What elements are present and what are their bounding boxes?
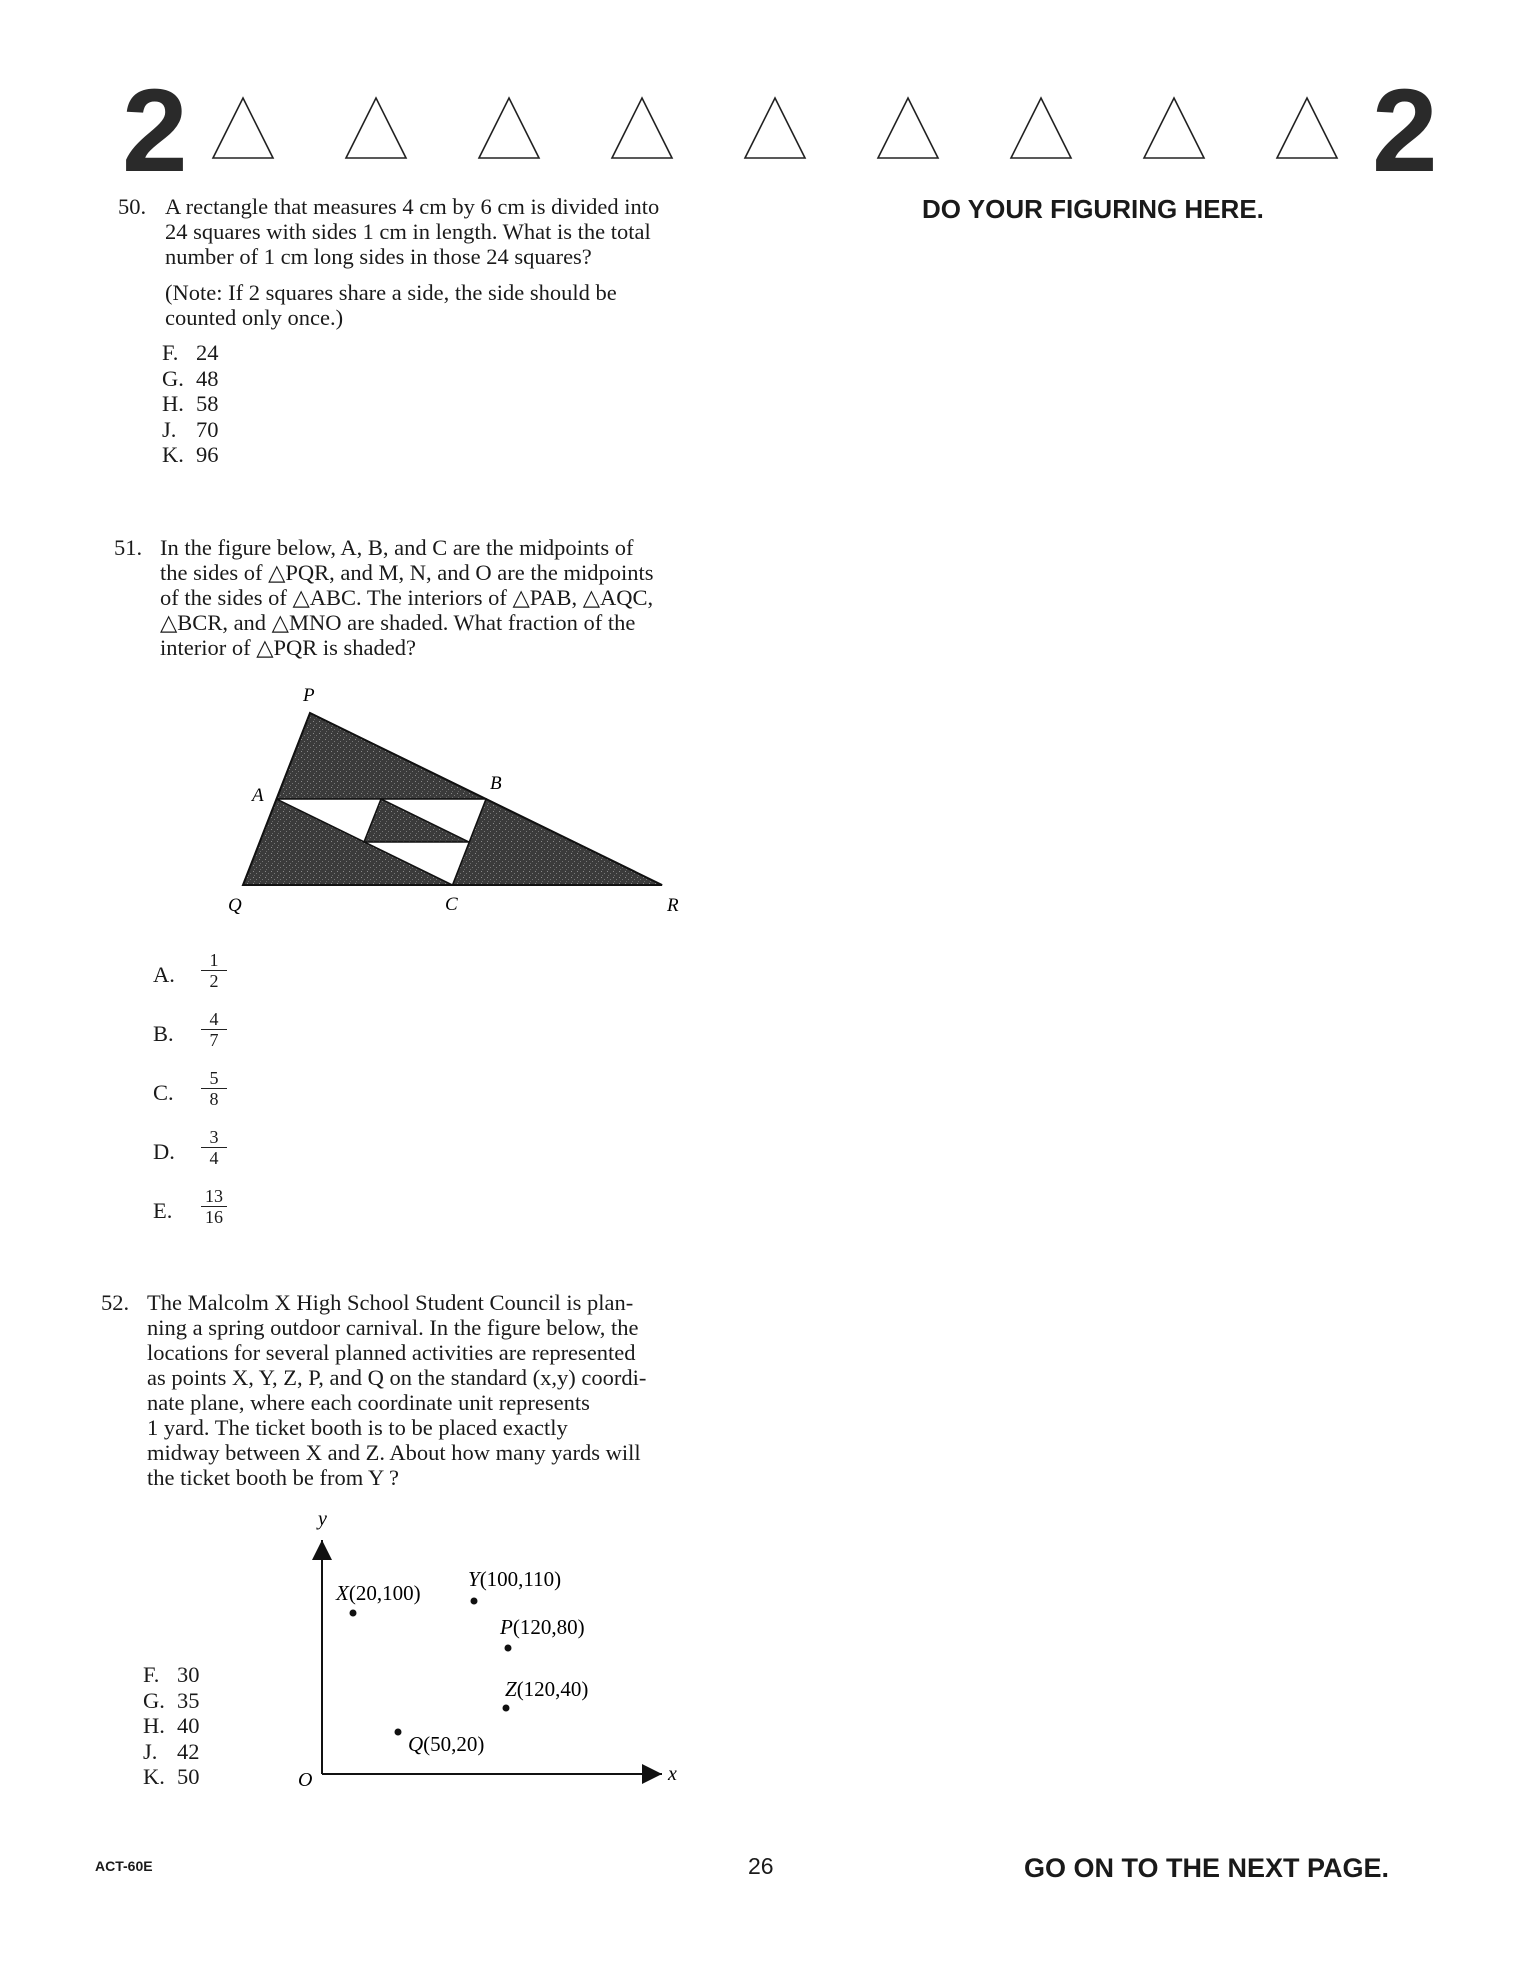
page-number: 26 (748, 1853, 774, 1879)
vertex-label-b: B (490, 773, 502, 794)
section-number-left: 2 (122, 65, 188, 197)
question-number: 50. (118, 194, 147, 219)
question-51-text: In the figure below, A, B, and C are the midpoints of the sides of △PQR, and M, N, and O are the midpoints of the sides of △ABC. The interiors of △PAB, △AQC, △BCR, and △MNO are shaded. What fraction of the interior of △PQR is shaded? (160, 535, 654, 660)
y-axis-label: y (318, 1508, 327, 1530)
question-number: 51. (114, 535, 143, 560)
question-52-text: The Malcolm X High School Student Council is plan- ning a spring outdoor carnival. In the figure below, the locations for several planned activities are represented as points X, Y, Z, P, and Q on the standard (x,y) coordi- nate plane, where each coordinate unit represents 1 yard. The ticket booth is to be placed exactly midway between X and Z. About how many yards will the ticket booth be from Y ? (147, 1290, 647, 1490)
answer-choice-f[interactable]: F. 30 (143, 1662, 200, 1687)
origin-label: O (298, 1769, 313, 1791)
plot-point-label-q: Q(50,20) (408, 1732, 485, 1756)
plot-point-p (505, 1645, 512, 1652)
vertex-label-q: Q (228, 895, 242, 916)
plot-point-q (395, 1729, 402, 1736)
question-50-text: A rectangle that measures 4 cm by 6 cm is divided into 24 squares with sides 1 cm in length. What is the total number of 1 cm long sides in those 24 squares? (165, 194, 660, 269)
plot-point-label-x: X(20,100) (336, 1581, 421, 1605)
answer-choice-k[interactable]: K. 96 (162, 442, 219, 467)
vertex-label-r: R (667, 895, 679, 916)
next-page-label: GO ON TO THE NEXT PAGE. (1024, 1853, 1390, 1883)
plot-point-y (471, 1598, 478, 1605)
answer-choice-h[interactable]: H. 40 (143, 1713, 200, 1738)
section-number-right: 2 (1372, 65, 1438, 197)
plot-point-label-p: P(120,80) (500, 1615, 585, 1639)
answer-choice-j[interactable]: J. 42 (143, 1738, 200, 1764)
question-50-note: (Note: If 2 squares share a side, the side should be counted only once.) (165, 280, 617, 330)
answer-choice-k[interactable]: K. 50 (143, 1764, 200, 1789)
vertex-label-p: P (303, 685, 315, 706)
plot-point-label-z: Z(120,40) (505, 1677, 589, 1701)
question-number: 52. (101, 1290, 130, 1315)
plot-point-label-y: Y(100,110) (468, 1567, 562, 1591)
answer-choice-j[interactable]: J. 70 (162, 416, 219, 442)
figuring-label: DO YOUR FIGURING HERE. (922, 194, 1264, 224)
plot-point-x (350, 1610, 357, 1617)
x-axis-label: x (668, 1763, 677, 1785)
answer-choice-h[interactable]: H. 58 (162, 391, 219, 416)
answer-choice-g[interactable]: G. 35 (143, 1687, 200, 1713)
vertex-label-a: A (252, 785, 264, 806)
answer-choice-f[interactable]: F. 24 (162, 340, 219, 365)
answer-choice-g[interactable]: G. 48 (162, 365, 219, 391)
plot-point-z (503, 1705, 510, 1712)
vertex-label-c: C (445, 894, 458, 915)
form-code: ACT-60E (95, 1858, 153, 1874)
